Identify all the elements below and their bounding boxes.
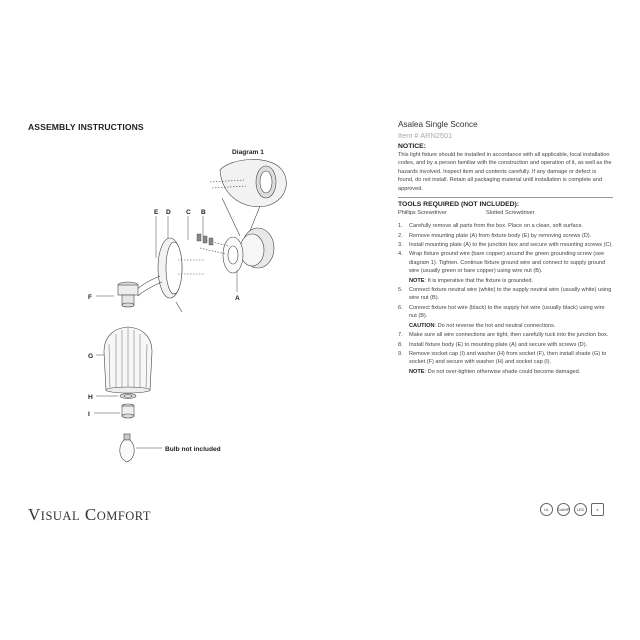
socket-cap — [122, 404, 134, 418]
label-e: E — [154, 209, 159, 216]
step-text: Remove mounting plate (A) from fixture body (E) by removing screws (D). — [409, 232, 592, 239]
step-number: 7. — [398, 332, 403, 339]
step-item — [398, 241, 613, 249]
label-i: I — [88, 411, 90, 418]
fixture-body — [134, 238, 204, 312]
step-item — [398, 341, 613, 349]
steps-list — [398, 222, 613, 376]
note-text: : It is imperative that the fixture is grounded. — [424, 277, 534, 284]
tools-list — [398, 210, 613, 216]
step-number: 5. — [398, 287, 403, 294]
note-label: NOTE — [409, 368, 425, 375]
instructions-panel — [398, 120, 613, 377]
item-number: Item # ARN2501 — [398, 131, 453, 140]
diagram-title: Diagram 1 — [232, 149, 264, 156]
label-c: C — [186, 209, 191, 216]
step-number: 2. — [398, 232, 403, 239]
wire-nuts — [197, 234, 213, 245]
label-b: B — [201, 209, 206, 216]
step-item — [398, 304, 613, 321]
bulb — [120, 434, 134, 462]
step-text: Make sure all wire connections are tight, then carefully tuck into the junction box. — [409, 332, 609, 339]
notice-text: This light fixture should be installed in accordance with all applicable, local installation codes, and by a person familiar with the construction and operation of it, as well as the hazards involved. Inspect item and contents carefully. If any damage or defect is found, do not install. Retain all packaging material until installation is complete and approved. — [398, 152, 612, 192]
label-g: G — [88, 353, 94, 360]
led-icon: LED — [574, 503, 587, 516]
notice-heading: NOTICE: — [398, 143, 426, 150]
assembly-diagram — [70, 140, 370, 500]
step-note — [398, 277, 613, 285]
step-number: 6. — [398, 304, 403, 311]
tool-item: Phillips Screwdriver — [398, 210, 447, 217]
note-label: NOTE — [409, 277, 425, 284]
step-text: Connect fixture hot wire (black) to the supply hot wire (usually black) using wire nut (B). — [409, 304, 605, 320]
step-text: Install fixture body (E) to mounting plate (A) and secure with screws (D). — [409, 341, 588, 348]
step-number: 3. — [398, 242, 403, 248]
step-number: 8. — [398, 341, 403, 348]
note-text: : Do not over-tighten otherwise shade could become damaged. — [424, 368, 581, 375]
step-number: 4. — [398, 251, 403, 258]
step-item — [398, 222, 613, 230]
step-item — [398, 286, 613, 303]
ul-icon: UL — [540, 503, 553, 516]
step-item — [398, 331, 613, 339]
damp-icon: DAMP — [557, 503, 570, 516]
step-text: Remove socket cap (I) and washer (H) from socket (F), then install shade (G) to socket (F) and secure with washer (H) and socket cap (I). — [409, 351, 607, 366]
diagram-1-detail — [210, 159, 286, 236]
page-number: 4 — [591, 503, 604, 516]
step-text: Wrap fixture ground wire (bare copper) around the green grounding screw (see diagram 1). Tighten. Continue fixture ground wire and connect to supply ground wire (usually green or bare copper) using wire nut (B). — [409, 251, 606, 275]
socket — [118, 282, 138, 307]
label-h: H — [88, 394, 93, 401]
product-title: Asalea Single Sconce — [398, 120, 478, 129]
step-number: 1. — [398, 223, 403, 230]
tool-item: Slotted Screwdriver — [486, 210, 535, 217]
label-f: F — [88, 294, 93, 301]
step-item — [398, 232, 613, 240]
label-d: D — [166, 209, 171, 216]
step-number: 9. — [398, 351, 403, 358]
tools-heading: TOOLS REQUIRED (NOT INCLUDED): — [398, 201, 520, 209]
note-text: : Do not reverse the hot and neutral connections. — [434, 322, 556, 329]
shade — [104, 327, 152, 393]
step-item — [398, 350, 613, 367]
certification-icons — [540, 503, 604, 516]
step-note — [398, 368, 613, 376]
note-label: CAUTION — [409, 322, 435, 329]
bulb-note: Bulb not included — [165, 446, 221, 453]
step-text: Carefully remove all parts from the box. Place on a clean, soft surface. — [409, 223, 584, 230]
brand-logo: VISUAL COMFORT — [28, 505, 152, 524]
label-a: A — [235, 295, 240, 302]
junction-box — [200, 228, 274, 273]
divider — [398, 197, 613, 198]
step-text: Connect fixture neutral wire (white) to the supply neutral wire (usually white) using wire nut (B). — [409, 287, 612, 302]
step-text: Install mounting plate (A) to the junction box and secure with mounting screws (C). — [409, 242, 613, 248]
assembly-heading: ASSEMBLY INSTRUCTIONS — [28, 122, 144, 132]
step-note — [398, 322, 613, 330]
step-item — [398, 250, 613, 275]
washer — [120, 394, 136, 399]
